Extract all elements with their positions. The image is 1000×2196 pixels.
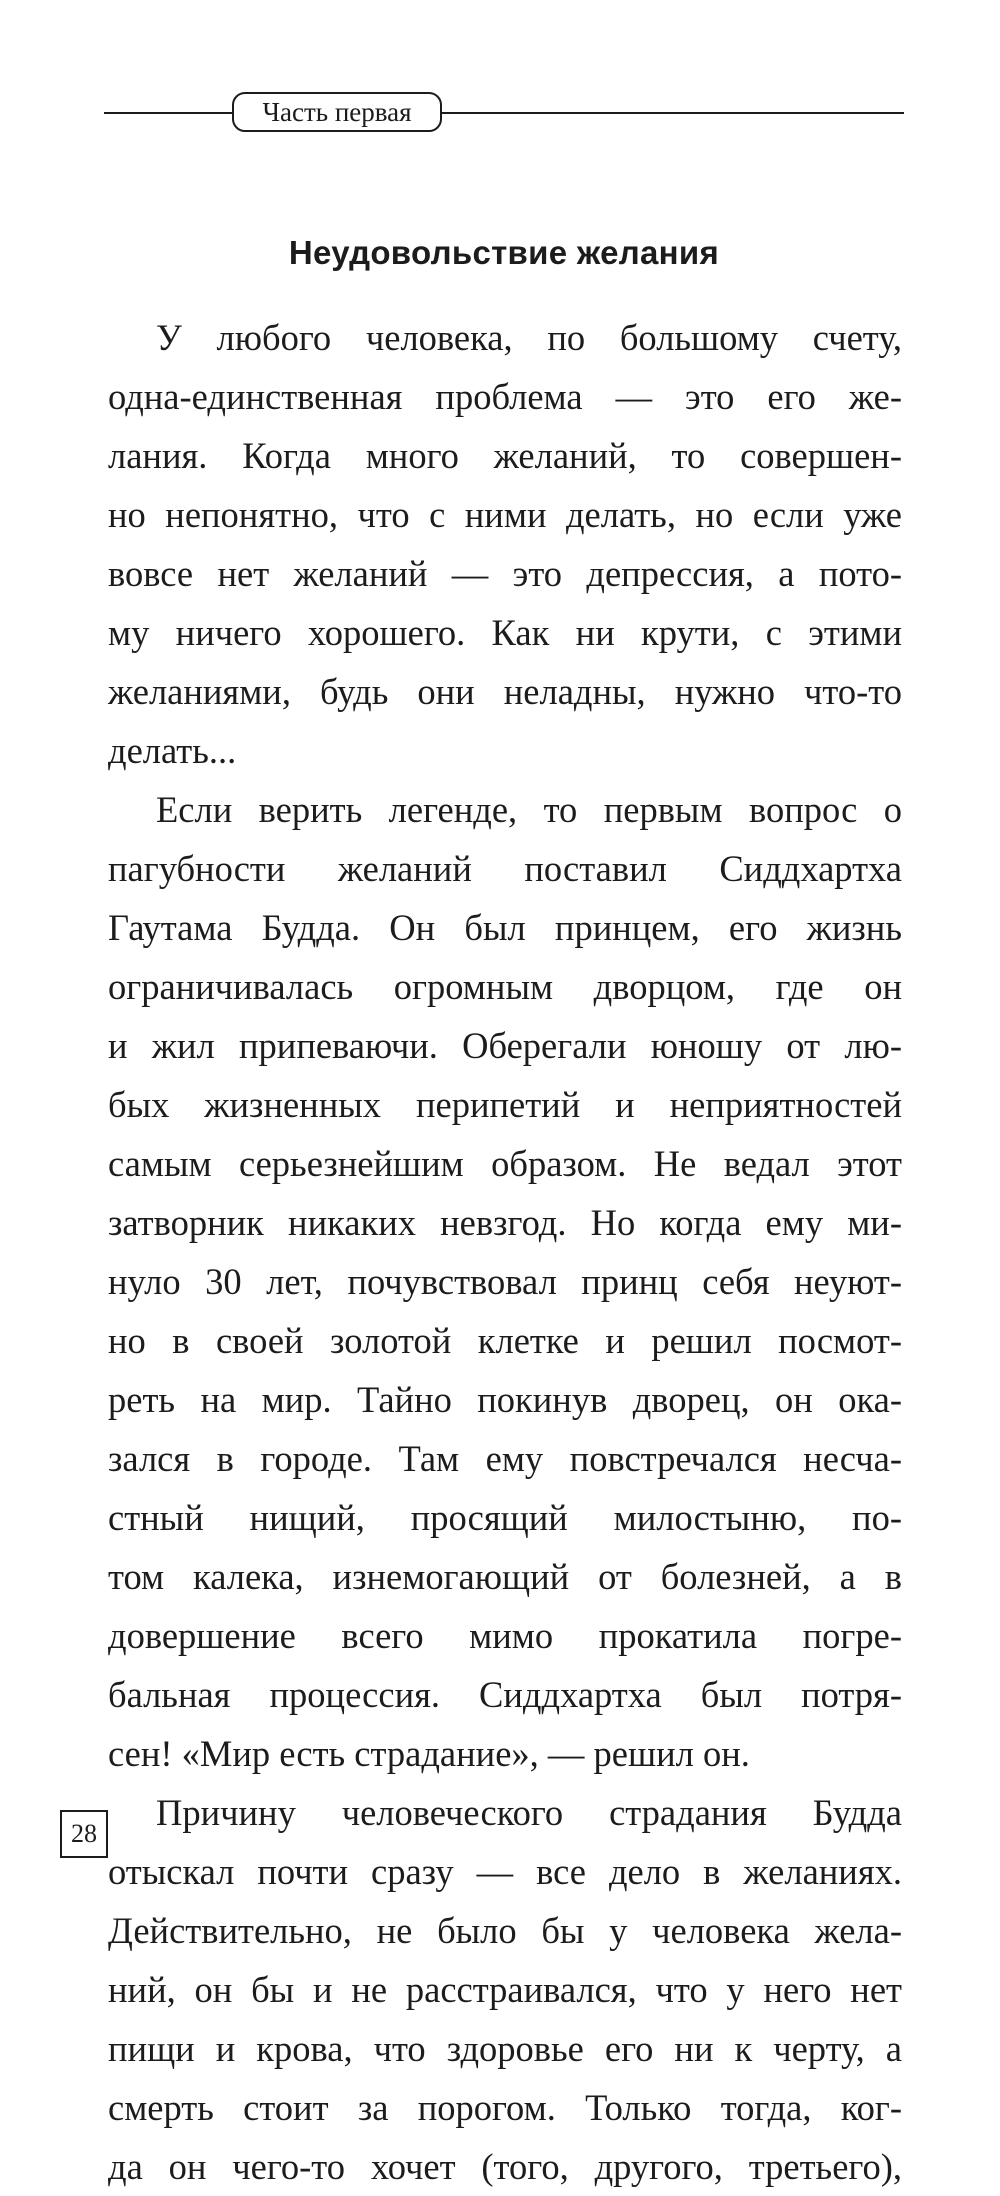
text-line: бальная процессия. Сиддхартха был потря- (108, 1674, 902, 1715)
page-number: 28 (60, 1810, 108, 1858)
text-line: самым серьезнейшим образом. Не ведал этот (108, 1143, 902, 1184)
text-line: пагубности желаний поставил Сиддхартха (108, 848, 902, 889)
text-line: пищи и крова, что здоровье его ни к черту, а (108, 2028, 902, 2069)
text-line: зался в городе. Там ему повстречался несча- (108, 1438, 902, 1479)
text-line: довершение всего мимо прокатила погре- (108, 1615, 902, 1656)
text-line: делать... (108, 730, 237, 771)
text-line: затворник никаких невзгод. Но когда ему ми- (108, 1202, 902, 1243)
text-line: том калека, изнемогающий от болезней, а в (108, 1556, 902, 1597)
text-line: смерть стоит за порогом. Только тогда, ког- (108, 2087, 902, 2128)
text-line: реть на мир. Тайно покинув дворец, он ока- (108, 1379, 902, 1420)
text-line: но в своей золотой клетке и решил посмот- (108, 1320, 902, 1361)
header-rule-left (104, 112, 234, 114)
section-label: Часть первая (232, 92, 442, 132)
text-line: бых жизненных перипетий и неприятностей (108, 1084, 902, 1125)
text-line: отыскал почти сразу — все дело в желаниях. (108, 1851, 902, 1892)
text-line: стный нищий, просящий милостыню, по- (108, 1497, 902, 1538)
text-line: но непонятно, что с ними делать, но если уже (108, 494, 902, 535)
text-line: нуло 30 лет, почувствовал принц себя неуют- (108, 1261, 902, 1302)
text-line: и жил припеваючи. Оберегали юношу от лю- (108, 1025, 902, 1066)
text-line: лания. Когда много желаний, то совершен- (108, 435, 902, 476)
article-body (108, 308, 902, 2196)
text-line: Гаутама Будда. Он был принцем, его жизнь (108, 907, 902, 948)
article-title: Неудовольствие желания (288, 234, 720, 271)
text-line: ний, он бы и не расстраивался, что у него нет (108, 1969, 902, 2010)
text-line: одна-единственная проблема — это его же- (108, 376, 902, 417)
header-rule-right (440, 112, 904, 114)
running-header (104, 88, 904, 138)
text-line: У любого человека, по большому счету, (156, 317, 902, 358)
text-line: желаниями, будь они неладны, нужно что-то (108, 671, 902, 712)
text-line: вовсе нет желаний — это депрессия, а пото- (108, 553, 902, 594)
text-line: Причину человеческого страдания Будда (156, 1792, 902, 1833)
text-line: ограничивалась огромным дворцом, где он (108, 966, 902, 1007)
text-line: Если верить легенде, то первым вопрос о (156, 789, 902, 830)
text-line: сен! «Мир есть страдание», — решил он. (108, 1733, 750, 1774)
text-line: Действительно, не было бы у человека жела- (108, 1910, 902, 1951)
text-line: му ничего хорошего. Как ни крути, с этими (108, 612, 902, 653)
text-line: да он чего-то хочет (того, другого, третьего), (108, 2146, 902, 2187)
